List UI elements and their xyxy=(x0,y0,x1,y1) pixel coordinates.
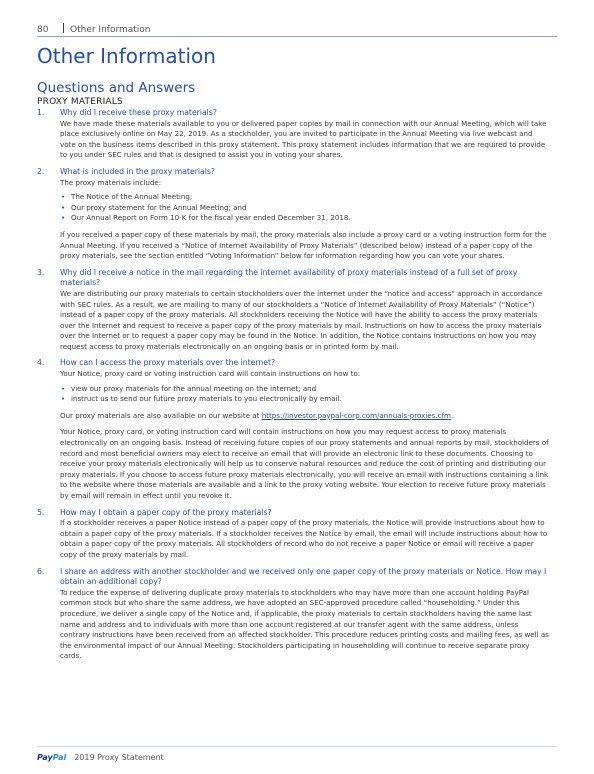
question-title: Why did I receive these proxy materials? xyxy=(60,108,217,117)
answer-paragraph: We have made these materials available to you or delivered paper copies by mail in connection with our Annual Meeting, which will take place exclusively online on May 22, 2019. As a stockholder, you are invited to participate in the Annual Meeting via live webcast and vote on the business items described in this proxy statement. This proxy statement includes information that we are required to provide to you under SEC rules and that is designed to assist you in voting your shares. xyxy=(60,118,547,160)
bullet-list xyxy=(60,192,549,224)
question-title: How may I obtain a paper copy of the proxy materials? xyxy=(60,507,272,517)
list-item: • Our Annual Report on Form 10-K for the fiscal year ended December 31, 2018. xyxy=(60,213,549,224)
question-3 xyxy=(37,268,549,353)
question-number: 2. xyxy=(37,166,45,176)
answer-paragraph: To reduce the expense of delivering duplicate proxy materials to stockholders who may have more than one account holding PayPal common stock but who share the same address, we have adopted an SEC-approved procedure called “householding.” Under this procedure, we deliver a single copy of the Notice and, if applicable, the proxy materials to certain stockholders having the same last name and address and to individuals with more than one account registered at our transfer agent with the same address, unless contrary instructions have been received from an affected stockholder. This procedure reduces printing costs and mailing fees, as well as the environmental impact of our Annual Meeting. Stockholders participating in householding will continue to receive separate proxy cards. xyxy=(60,587,549,661)
answer-intro: The proxy materials include: xyxy=(60,177,162,187)
question-title: I share an address with another stockholder and we received only one paper copy of the proxy materials or Notice. How may I obtain an additional copy? xyxy=(60,566,547,587)
answer-paragraph: We are distributing our proxy materials to certain stockholders over the internet under the “notice and access” approach in accordance with SEC rules. As a result, we are mailing to many of our stockholders a “Notice of Internet Availability of Proxy Materials” (“Notice”) instead of a paper copy of the proxy materials. All stockholders receiving the Notice will have the ability to access the proxy materials over the Internet and request to receive a paper copy of the proxy materials by mail. Instructions on how to access the proxy materials over the Internet or to request a paper copy may be found in the Notice. In addition, the Notice contains instructions on how you may request access to proxy materials electronically on an ongoing basis or in printed form by mail. xyxy=(60,288,543,351)
question-6 xyxy=(37,567,549,662)
page-subtitle: Questions and Answers xyxy=(37,80,196,96)
answer-paragraph: If you received a paper copy of these materials by mail, the proxy materials also include a proxy card or a voting instruction form for the Annual Meeting. If you received a “Notice of Internet Availability of Proxy Materials” (described below) instead of a paper copy of the proxy materials, see the section entitled “Voting Information” below for information regarding how you can vote your shares. xyxy=(60,229,547,261)
header-section: Other Information xyxy=(70,25,151,35)
question-4 xyxy=(37,358,549,501)
question-title: Why did I receive a notice in the mail regarding the internet availability of proxy materials instead of a full set of proxy materials? xyxy=(60,267,518,288)
question-title: What is included in the proxy materials? xyxy=(60,166,215,176)
link-suffix: . xyxy=(450,410,454,420)
question-title: How can I access the proxy materials over the internet? xyxy=(60,358,276,368)
answer-paragraph: If a stockholder receives a paper Notice instead of a paper copy of the proxy materials, the Notice will provide instructions about how to obtain a paper copy of the proxy materials. If a stockholder receives the Notice by email, the email will include instructions about how to obtain a paper copy of the proxy materials. All stockholders of record who do not receive a paper Notice or email will receive a paper copy of the proxy materials by mail. xyxy=(60,518,548,559)
list-item: • Our proxy statement for the Annual Meeting; and xyxy=(60,203,549,214)
question-1 xyxy=(37,108,549,161)
footer-rule xyxy=(37,746,557,747)
qa-content xyxy=(37,108,549,662)
header-rule xyxy=(37,36,557,37)
page-footer xyxy=(37,753,164,762)
answer-paragraph: Your Notice, proxy card, or voting instruction card will contain instructions on how you may request access to proxy materials electronically on an ongoing basis. Instead of receiving future copies of our proxy statements and annual reports by mail, stockholders of record and most beneficial owners may elect to receive an email that will provide an electronic link to these documents. Choosing to receive your proxy materials electronically will help us to conserve natural resources and reduce the cost of printing and distributing our proxy materials. If you choose to access future proxy materials electronically, you will receive an email with instructions containing a link to the website where those materials are available and a link to the proxy voting website. Your election to receive future proxy materials by email will remain in effect until you revoke it. xyxy=(60,427,549,500)
header-divider xyxy=(63,23,64,33)
question-5 xyxy=(37,508,549,561)
section-label: PROXY MATERIALS xyxy=(37,97,123,107)
page-header xyxy=(37,23,151,35)
question-number: 4. xyxy=(37,358,45,368)
list-item: • The Notice of the Annual Meeting; xyxy=(60,192,549,203)
list-item: • instruct us to send our future proxy materials to you electronically by email. xyxy=(60,394,549,405)
link-prefix: Our proxy materials are also available on our website at xyxy=(60,410,262,420)
list-item: • view our proxy materials for the annual meeting on the internet; and xyxy=(60,384,549,395)
question-2 xyxy=(37,167,549,262)
question-number: 6. xyxy=(37,566,45,576)
paypal-logo: PayPal xyxy=(37,753,67,762)
question-number: 3. xyxy=(37,267,45,277)
bullet-list xyxy=(60,384,549,405)
question-number: 5. xyxy=(37,507,45,517)
answer-intro: Your Notice, proxy card or voting instruction card will contain instructions on how to: xyxy=(60,369,361,379)
proxy-materials-link[interactable]: https://investor.paypal-corp.com/annuals-proxies.cfm xyxy=(261,410,451,420)
page-number: 80 xyxy=(37,25,49,35)
website-paragraph xyxy=(60,411,549,422)
page-title: Other Information xyxy=(37,44,216,68)
footer-doc-title: 2019 Proxy Statement xyxy=(74,753,164,762)
question-number: 1. xyxy=(37,108,45,117)
